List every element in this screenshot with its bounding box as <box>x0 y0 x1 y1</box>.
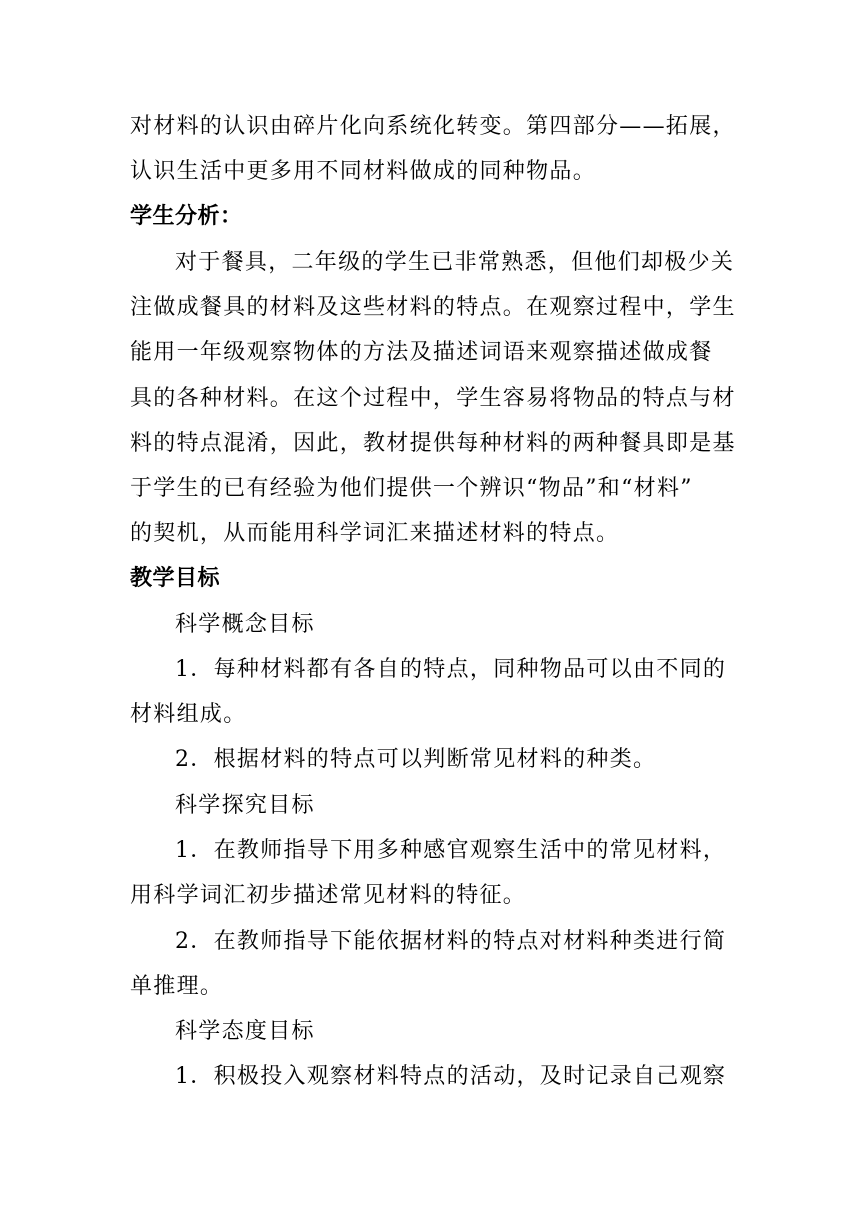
paragraph-line: 的契机，从而能用科学词汇来描述材料的特点。 <box>130 521 620 546</box>
paragraph-line: 能用一年级观察物体的方法及描述词语来观察描述做成餐 <box>130 340 713 365</box>
section-heading-student-analysis: 学生分析： <box>130 204 243 229</box>
paragraph-line: 认识生活中更多用不同材料做成的同种物品。 <box>130 159 597 184</box>
subheading-concept-goals: 科学概念目标 <box>175 612 315 637</box>
list-item-line: 1．每种材料都有各自的特点，同种物品可以由不同的 <box>175 657 727 682</box>
list-item-line: 用科学词汇初步描述常见材料的特征。 <box>130 883 527 908</box>
paragraph-line: 于学生的已有经验为他们提供一个辨识“物品”和“材料” <box>130 476 693 501</box>
paragraph-line: 具的各种材料。在这个过程中，学生容易将物品的特点与材 <box>130 386 736 411</box>
list-item-line: 单推理。 <box>130 974 224 999</box>
paragraph-line: 对于餐具，二年级的学生已非常熟悉，但他们却极少关 <box>175 250 735 275</box>
list-item-line: 2．根据材料的特点可以判断常见材料的种类。 <box>175 747 657 772</box>
list-item-line: 2．在教师指导下能依据材料的特点对材料种类进行简 <box>175 929 727 954</box>
section-heading-teaching-goals: 教学目标 <box>130 566 221 591</box>
list-item-line: 1．在教师指导下用多种感官观察生活中的常见材料， <box>175 838 727 863</box>
paragraph-line: 料的特点混淆，因此，教材提供每种材料的两种餐具即是基 <box>130 431 736 456</box>
subheading-inquiry-goals: 科学探究目标 <box>175 793 315 818</box>
paragraph-line: 注做成餐具的材料及这些材料的特点。在观察过程中，学生 <box>130 295 736 320</box>
list-item-line: 材料组成。 <box>130 702 247 727</box>
subheading-attitude-goals: 科学态度目标 <box>175 1019 315 1044</box>
list-item-line: 1．积极投入观察材料特点的活动，及时记录自己观察 <box>175 1064 727 1089</box>
paragraph-line: 对材料的认识由碎片化向系统化转变。第四部分——拓展， <box>130 114 736 139</box>
